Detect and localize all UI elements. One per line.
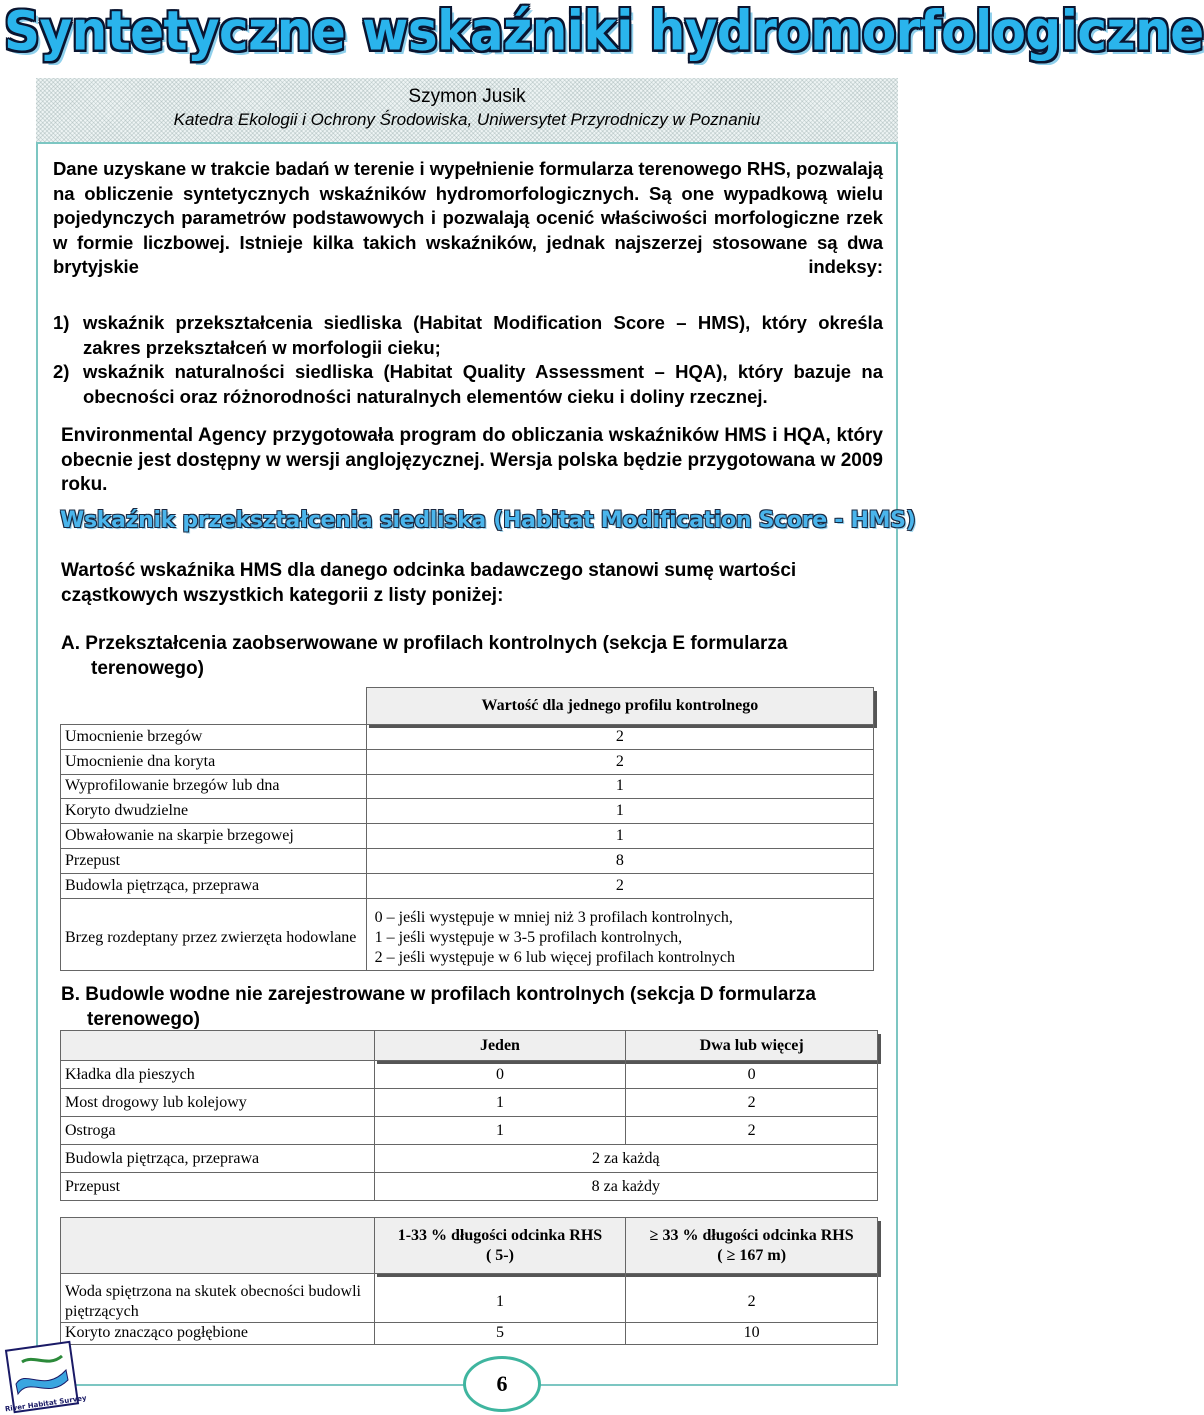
header-line: ≥ 33 % długości odcinka RHS [649, 1226, 854, 1244]
list-number: 1) [53, 312, 70, 333]
row-value: 0 [374, 1061, 626, 1089]
row-label: Koryto dwudzielne [61, 799, 367, 824]
list-number: 2) [53, 361, 70, 382]
section-b-title: B. Budowle wodne nie zarejestrowane w profilach kontrolnych (sekcja D formularza terenowego) [61, 984, 816, 1030]
blank-cell [61, 688, 367, 725]
value-line: 2 – jeśli występuje w 6 lub więcej profilach kontrolnych [374, 948, 736, 966]
row-label: Ostroga [61, 1117, 375, 1145]
row-value: 1 [366, 799, 873, 824]
list-text: wskaźnik przekształcenia siedliska (Habitat Modification Score – HMS), który określa zakres przekształceń w morfologii cieku; [83, 312, 883, 358]
row-value: 0 [626, 1061, 878, 1089]
row-label: Brzeg rozdeptany przez zwierzęta hodowlane [61, 906, 367, 970]
row-label: Kładka dla pieszych [61, 1061, 375, 1089]
intro-list-item-2 [53, 360, 883, 409]
row-label: Umocnienie brzegów [61, 725, 367, 750]
column-header [374, 1218, 626, 1274]
river-habitat-survey-logo [4, 1340, 88, 1414]
row-value: 2 [366, 873, 873, 898]
page-number: 6 [463, 1356, 541, 1412]
row-label: Budowla piętrząca, przeprawa [61, 1145, 375, 1173]
header-line: ( 5-) [485, 1246, 514, 1264]
row-value: 2 [626, 1089, 878, 1117]
row-value: 1 [366, 774, 873, 799]
column-header: Wartość dla jednego profilu kontrolnego [366, 688, 873, 725]
hms-description: Wartość wskaźnika HMS dla danego odcinka badawczego stanowi sumę wartości cząstkowych wszystkich kategorii z listy poniżej: [61, 560, 797, 606]
row-value: 10 [626, 1322, 878, 1344]
row-value: 2 [626, 1282, 878, 1323]
author-name: Szymon Jusik [408, 86, 526, 107]
blank-header [61, 1218, 375, 1274]
row-value: 2 [366, 749, 873, 774]
row-value: 2 za każdą [374, 1145, 877, 1173]
row-value: 1 [374, 1117, 626, 1145]
list-text: wskaźnik naturalności siedliska (Habitat Quality Assessment – HQA), który bazuje na obecności oraz różnorodności naturalnych elementów cieku i doliny rzecznej. [83, 361, 883, 407]
logo-text: River Habitat Survey [4, 1394, 88, 1414]
row-value: 1 [366, 824, 873, 849]
row-label: Budowla piętrząca, przeprawa [61, 873, 367, 898]
agency-paragraph: Environmental Agency przygotowała program do obliczania wskaźników HMS i HQA, który obecnie jest dostępny w wersji anglojęzycznej. Wersja polska będzie przygotowana w 2009 roku. [61, 425, 883, 495]
row-label: Umocnienie dna koryta [61, 749, 367, 774]
row-value: 5 [374, 1322, 626, 1344]
intro-paragraph: Dane uzyskane w trakcie badań w terenie i wypełnienie formularza terenowego RHS, pozwalają na obliczenie syntetycznych wskaźników hydromorfologicznych. Są one wypadkową wielu pojedynczych parametrów podstawowych i pozwalają ocenić właściwości morfologiczne rzek w formie liczbowej. Istnieje kilka takich wskaźników, jednak najszerzej stosowane są dwa brytyjskie indeksy: [53, 158, 883, 277]
page-title: Syntetyczne wskaźniki hydromorfologiczne [4, 0, 1204, 63]
value-line: 1 – jeśli występuje w 3-5 profilach kontrolnych, [374, 928, 683, 946]
section-a-title: A. Przekształcenia zaobserwowane w profilach kontrolnych (sekcja E formularza terenowego) [61, 633, 788, 679]
author-box [36, 78, 898, 144]
row-value: 1 [374, 1282, 626, 1323]
hms-heading: Wskaźnik przekształcenia siedliska (Habitat Modification Score - HMS) [60, 508, 916, 533]
value-line: 0 – jeśli występuje w mniej niż 3 profilach kontrolnych, [374, 908, 733, 926]
row-label: Woda spiętrzona na skutek obecności budowli piętrzących [61, 1282, 375, 1323]
row-value: 8 [366, 848, 873, 873]
section-a-table [60, 687, 874, 971]
author-institution: Katedra Ekologii i Ochrony Środowiska, Uniwersytet Przyrodniczy w Poznaniu [173, 110, 761, 129]
row-value: 8 za każdy [374, 1173, 877, 1201]
column-header: Dwa lub więcej [626, 1031, 878, 1061]
row-label: Wyprofilowanie brzegów lub dna [61, 774, 367, 799]
row-values [366, 906, 873, 970]
intro-list-item-1 [53, 311, 883, 360]
row-value: 1 [374, 1089, 626, 1117]
column-header [626, 1218, 878, 1274]
column-header: Jeden [374, 1031, 626, 1061]
row-value: 2 [366, 725, 873, 750]
section-c-table [60, 1217, 878, 1345]
row-value: 2 [626, 1117, 878, 1145]
row-label: Przepust [61, 848, 367, 873]
section-b-table [60, 1030, 878, 1201]
row-label: Most drogowy lub kolejowy [61, 1089, 375, 1117]
row-label: Obwałowanie na skarpie brzegowej [61, 824, 367, 849]
row-label: Koryto znacząco pogłębione [61, 1322, 375, 1344]
header-line: ( ≥ 167 m) [717, 1246, 787, 1264]
row-label: Przepust [61, 1173, 375, 1201]
header-line: 1-33 % długości odcinka RHS [397, 1226, 603, 1244]
blank-header [61, 1031, 375, 1061]
